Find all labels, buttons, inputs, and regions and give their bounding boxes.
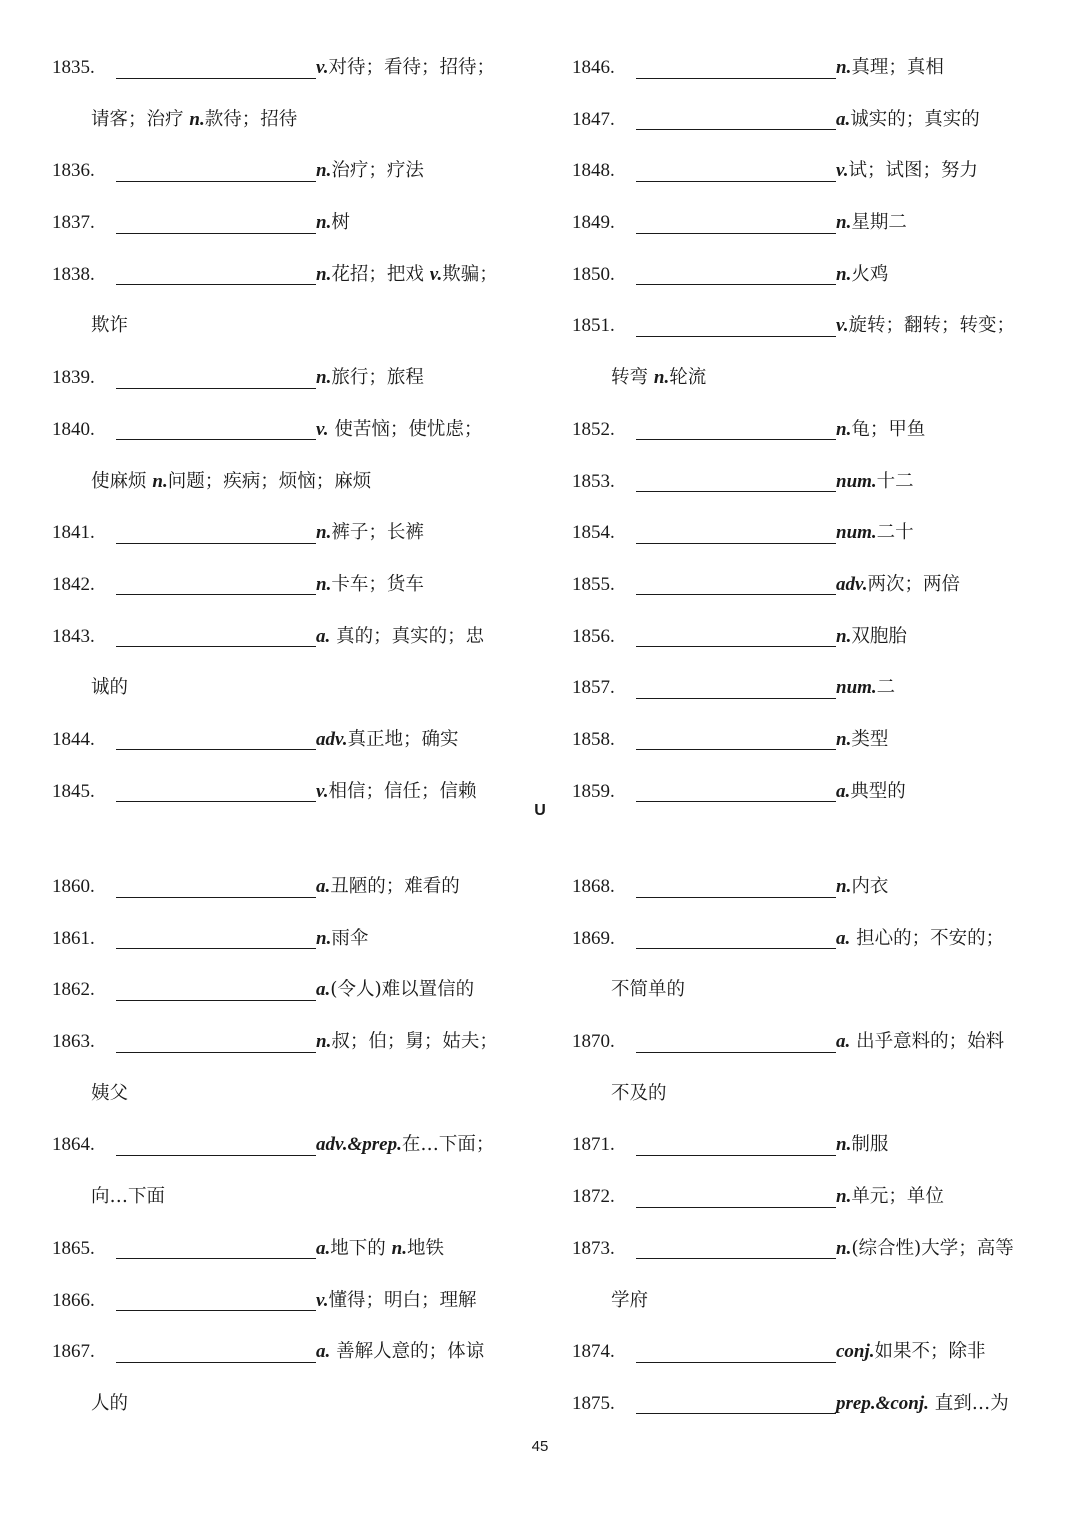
definition-text: 担心的；不安的； [850, 927, 1005, 949]
part-of-speech: v. [316, 780, 329, 802]
part-of-speech: n. [316, 1031, 332, 1053]
definition-text: 二 [876, 677, 896, 699]
part-of-speech: n. [316, 263, 332, 285]
answer-blank[interactable] [116, 749, 316, 750]
answer-blank[interactable] [116, 897, 316, 898]
definition-text: 问题；疾病；烦恼；麻烦 [167, 470, 372, 492]
section-2-left-column [52, 861, 532, 1430]
answer-blank[interactable] [636, 284, 836, 285]
entry-number: 1846. [572, 57, 615, 78]
part-of-speech: n. [653, 367, 670, 389]
entry-number: 1854. [572, 522, 615, 544]
answer-blank[interactable] [636, 439, 836, 440]
answer-blank[interactable] [636, 1207, 836, 1208]
vocab-entry [572, 1016, 1052, 1068]
definition-text: 二十 [876, 522, 914, 544]
answer-blank[interactable] [636, 78, 836, 79]
definition-text: 星期二 [851, 212, 907, 234]
page-number: 45 [531, 1438, 549, 1455]
definition-text: 真的；真实的；忠 [330, 625, 485, 647]
definition-text: 人的 [91, 1392, 129, 1414]
answer-blank[interactable] [636, 1155, 836, 1156]
answer-blank[interactable] [636, 698, 836, 699]
part-of-speech: a. [316, 876, 331, 897]
answer-blank[interactable] [636, 646, 836, 647]
part-of-speech: v. [316, 1289, 329, 1311]
answer-blank[interactable] [636, 749, 836, 750]
answer-blank[interactable] [116, 1310, 316, 1311]
part-of-speech: n. [836, 263, 852, 285]
part-of-speech: a. [316, 1237, 331, 1259]
section-1-left-column [52, 42, 532, 817]
section-2-right-column [572, 861, 1052, 1430]
entry-number: 1865. [52, 1237, 95, 1259]
definition-text: 治疗；疗法 [331, 160, 424, 182]
definition-text: 诚的 [91, 677, 129, 699]
answer-blank[interactable] [636, 336, 836, 337]
entry-number: 1844. [52, 728, 95, 750]
part-of-speech: prep.&conj. [836, 1392, 929, 1414]
entry-number: 1873. [572, 1237, 615, 1259]
entry-number: 1838. [52, 263, 95, 285]
answer-blank[interactable] [636, 543, 836, 544]
part-of-speech: a. [836, 927, 851, 949]
part-of-speech: n. [836, 876, 852, 897]
definition-text: 两次；两倍 [867, 573, 960, 595]
entry-number: 1863. [52, 1031, 95, 1053]
definition-text: 内衣 [851, 876, 889, 897]
vocab-entry [52, 1119, 532, 1171]
section-letter-heading: U [534, 802, 546, 819]
definition-text: (综合性)大学；高等 [851, 1237, 1014, 1259]
part-of-speech: n. [316, 367, 332, 389]
answer-blank[interactable] [116, 233, 316, 234]
part-of-speech: n. [152, 470, 168, 492]
definition-text: 试；试图；努力 [848, 160, 978, 182]
vocab-entry [52, 1016, 532, 1068]
vocab-entry [572, 404, 1052, 456]
definition-text: 类型 [851, 728, 889, 750]
definition-text: 龟；甲鱼 [851, 418, 926, 440]
answer-blank[interactable] [636, 129, 836, 130]
entry-number: 1848. [572, 160, 615, 182]
part-of-speech: a. [836, 780, 851, 802]
vocab-entry [52, 714, 532, 766]
vocab-entry [572, 861, 1052, 913]
vocab-entry [52, 249, 532, 301]
entry-number: 1845. [52, 780, 95, 802]
entry-number: 1871. [572, 1134, 615, 1156]
vocab-entry [52, 507, 532, 559]
definition-text: 转弯 [611, 367, 654, 389]
definition-text: 地铁 [406, 1237, 444, 1259]
answer-blank[interactable] [116, 948, 316, 949]
answer-blank[interactable] [636, 948, 836, 949]
section-1-right-column [572, 42, 1052, 817]
definition-text: 火鸡 [851, 263, 889, 285]
answer-blank[interactable] [116, 284, 316, 285]
definition-text: 轮流 [669, 367, 707, 389]
part-of-speech: conj. [836, 1341, 875, 1363]
vocab-entry [572, 1119, 1052, 1171]
vocab-entry [52, 913, 532, 965]
entry-number: 1837. [52, 212, 95, 234]
vocab-entry [572, 1223, 1052, 1275]
vocab-entry [572, 1171, 1052, 1223]
definition-text: 如果不；除非 [874, 1341, 986, 1363]
definition-continuation [52, 94, 532, 146]
part-of-speech: a. [316, 1341, 331, 1363]
definition-text: 相信；信任；信赖 [328, 780, 477, 802]
part-of-speech: a. [316, 625, 331, 647]
entry-number: 1867. [52, 1341, 95, 1363]
definition-text: 十二 [876, 470, 914, 492]
definition-text: 制服 [851, 1134, 889, 1156]
definition-continuation [52, 662, 532, 714]
entry-number: 1860. [52, 876, 95, 897]
entry-number: 1836. [52, 160, 95, 182]
answer-blank[interactable] [636, 897, 836, 898]
part-of-speech: n. [836, 1237, 852, 1259]
answer-blank[interactable] [116, 594, 316, 595]
definition-text: 在…下面； [401, 1134, 495, 1156]
vocab-entry [52, 964, 532, 1016]
answer-blank[interactable] [116, 1155, 316, 1156]
answer-blank[interactable] [116, 1258, 316, 1259]
vocab-entry [52, 404, 532, 456]
definition-text: 学府 [611, 1289, 649, 1311]
definition-text: 旅行；旅程 [331, 367, 424, 389]
definition-text: 典型的 [850, 780, 906, 802]
part-of-speech: a. [836, 108, 851, 130]
answer-blank[interactable] [116, 1000, 316, 1001]
entry-number: 1872. [572, 1186, 615, 1208]
answer-blank[interactable] [116, 181, 316, 182]
part-of-speech: n. [836, 1186, 852, 1208]
definition-text: 使麻烦 [91, 470, 153, 492]
part-of-speech: adv. [316, 728, 348, 750]
vocab-entry [572, 559, 1052, 611]
answer-blank[interactable] [636, 594, 836, 595]
definition-continuation [572, 1068, 1052, 1120]
part-of-speech: n. [189, 108, 205, 130]
entry-number: 1870. [572, 1031, 615, 1053]
entry-number: 1850. [572, 263, 615, 285]
answer-blank[interactable] [636, 491, 836, 492]
entry-number: 1857. [572, 677, 615, 699]
definition-text: 裤子；长裤 [331, 522, 424, 544]
entry-number: 1875. [572, 1392, 615, 1414]
vocab-entry [572, 249, 1052, 301]
vocab-entry [52, 352, 532, 404]
entry-number: 1862. [52, 979, 95, 1001]
answer-blank[interactable] [116, 543, 316, 544]
part-of-speech: a. [316, 979, 331, 1001]
entry-number: 1847. [572, 108, 615, 130]
answer-blank[interactable] [116, 78, 316, 79]
definition-text: 单元；单位 [851, 1186, 944, 1208]
vocab-entry [572, 1378, 1052, 1430]
definition-text: 请客；治疗 [91, 108, 190, 130]
part-of-speech: v. [836, 315, 849, 337]
answer-blank[interactable] [116, 388, 316, 389]
definition-text: 树 [331, 212, 350, 234]
entry-number: 1842. [52, 573, 95, 595]
part-of-speech: n. [836, 1134, 852, 1156]
vocab-entry [52, 1223, 532, 1275]
answer-blank[interactable] [636, 1258, 836, 1259]
part-of-speech: n. [316, 212, 332, 234]
definition-text: 旋转；翻转；转变； [848, 315, 1015, 337]
entry-number: 1861. [52, 927, 95, 949]
vocab-entry [52, 611, 532, 663]
part-of-speech: v. [316, 418, 329, 440]
part-of-speech: num. [836, 470, 877, 492]
definition-text: 欺诈 [91, 315, 129, 337]
vocab-entry [572, 611, 1052, 663]
definition-text: 真正地；确实 [347, 728, 459, 750]
part-of-speech: a. [836, 1031, 851, 1053]
vocab-entry [52, 145, 532, 197]
definition-text: 向…下面 [91, 1186, 166, 1208]
vocab-entry [52, 559, 532, 611]
part-of-speech: v. [429, 263, 443, 285]
definition-text: 直到…为 [928, 1392, 1009, 1414]
answer-blank[interactable] [636, 1413, 836, 1414]
part-of-speech: adv. [836, 573, 868, 595]
entry-number: 1839. [52, 367, 95, 389]
vocab-entry [572, 662, 1052, 714]
definition-text: (令人)难以置信的 [330, 979, 475, 1001]
definition-continuation [52, 456, 532, 508]
entry-number: 1866. [52, 1289, 95, 1311]
definition-text: 雨伞 [331, 927, 369, 949]
vocab-entry [572, 42, 1052, 94]
part-of-speech: n. [316, 160, 332, 182]
answer-blank[interactable] [116, 646, 316, 647]
vocab-entry [572, 714, 1052, 766]
vocab-entry [572, 913, 1052, 965]
vocab-entry [52, 1275, 532, 1327]
vocab-entry [52, 197, 532, 249]
definition-continuation [572, 1275, 1052, 1327]
answer-blank[interactable] [636, 1052, 836, 1053]
part-of-speech: n. [836, 212, 852, 234]
definition-continuation [52, 1378, 532, 1430]
entry-number: 1840. [52, 418, 95, 440]
definition-text: 懂得；明白；理解 [328, 1289, 477, 1311]
part-of-speech: num. [836, 522, 877, 544]
entry-number: 1858. [572, 728, 615, 750]
entry-number: 1841. [52, 522, 95, 544]
definition-continuation [572, 964, 1052, 1016]
definition-continuation [52, 1068, 532, 1120]
entry-number: 1835. [52, 57, 95, 78]
definition-text: 出乎意料的；始料 [850, 1031, 1005, 1053]
answer-blank[interactable] [116, 1362, 316, 1363]
entry-number: 1864. [52, 1134, 95, 1156]
entry-number: 1874. [572, 1341, 615, 1363]
vocab-entry [52, 861, 532, 913]
part-of-speech: num. [836, 677, 877, 699]
definition-text: 不简单的 [611, 979, 686, 1001]
vocab-entry [572, 456, 1052, 508]
answer-blank[interactable] [636, 181, 836, 182]
part-of-speech: v. [836, 160, 849, 182]
definition-text: 欺骗； [442, 263, 498, 285]
part-of-speech: v. [316, 57, 329, 78]
part-of-speech: n. [316, 573, 332, 595]
part-of-speech: n. [391, 1237, 407, 1259]
entry-number: 1868. [572, 876, 615, 897]
entry-number: 1852. [572, 418, 615, 440]
entry-number: 1856. [572, 625, 615, 647]
definition-text: 卡车；货车 [331, 573, 424, 595]
definition-continuation [572, 352, 1052, 404]
definition-text: 花招；把戏 [331, 263, 430, 285]
vocab-entry [52, 1326, 532, 1378]
entry-number: 1855. [572, 573, 615, 595]
definition-continuation [52, 300, 532, 352]
entry-number: 1849. [572, 212, 615, 234]
definition-text: 款待；招待 [204, 108, 298, 130]
vocab-entry [572, 94, 1052, 146]
vocab-entry [572, 507, 1052, 559]
definition-text: 对待；看待；招待； [328, 57, 495, 78]
answer-blank[interactable] [636, 1362, 836, 1363]
part-of-speech: n. [836, 418, 852, 440]
definition-text: 姨父 [91, 1082, 129, 1104]
answer-blank[interactable] [116, 439, 316, 440]
entry-number: 1851. [572, 315, 615, 337]
entry-number: 1869. [572, 927, 615, 949]
vocab-entry [52, 42, 532, 94]
vocab-entry [572, 300, 1052, 352]
definition-text: 丑陋的；难看的 [330, 876, 460, 897]
answer-blank[interactable] [116, 1052, 316, 1053]
definition-text: 不及的 [611, 1082, 667, 1104]
vocab-entry [572, 1326, 1052, 1378]
definition-text: 诚实的；真实的 [850, 108, 980, 130]
vocab-entry [572, 145, 1052, 197]
definition-text: 双胞胎 [851, 625, 907, 647]
definition-text: 善解人意的；体谅 [330, 1341, 485, 1363]
part-of-speech: n. [316, 927, 332, 949]
entry-number: 1859. [572, 780, 615, 802]
part-of-speech: n. [836, 625, 852, 647]
definition-text: 叔；伯；舅；姑夫； [331, 1031, 498, 1053]
part-of-speech: n. [836, 57, 852, 78]
part-of-speech: n. [316, 522, 332, 544]
answer-blank[interactable] [636, 233, 836, 234]
entry-number: 1843. [52, 625, 95, 647]
vocab-entry [572, 197, 1052, 249]
part-of-speech: adv.&prep. [316, 1134, 402, 1156]
definition-text: 真理；真相 [851, 57, 944, 78]
entry-number: 1853. [572, 470, 615, 492]
definition-continuation [52, 1171, 532, 1223]
definition-text: 地下的 [330, 1237, 392, 1259]
definition-text: 使苦恼；使忧虑； [328, 418, 483, 440]
part-of-speech: n. [836, 728, 852, 750]
